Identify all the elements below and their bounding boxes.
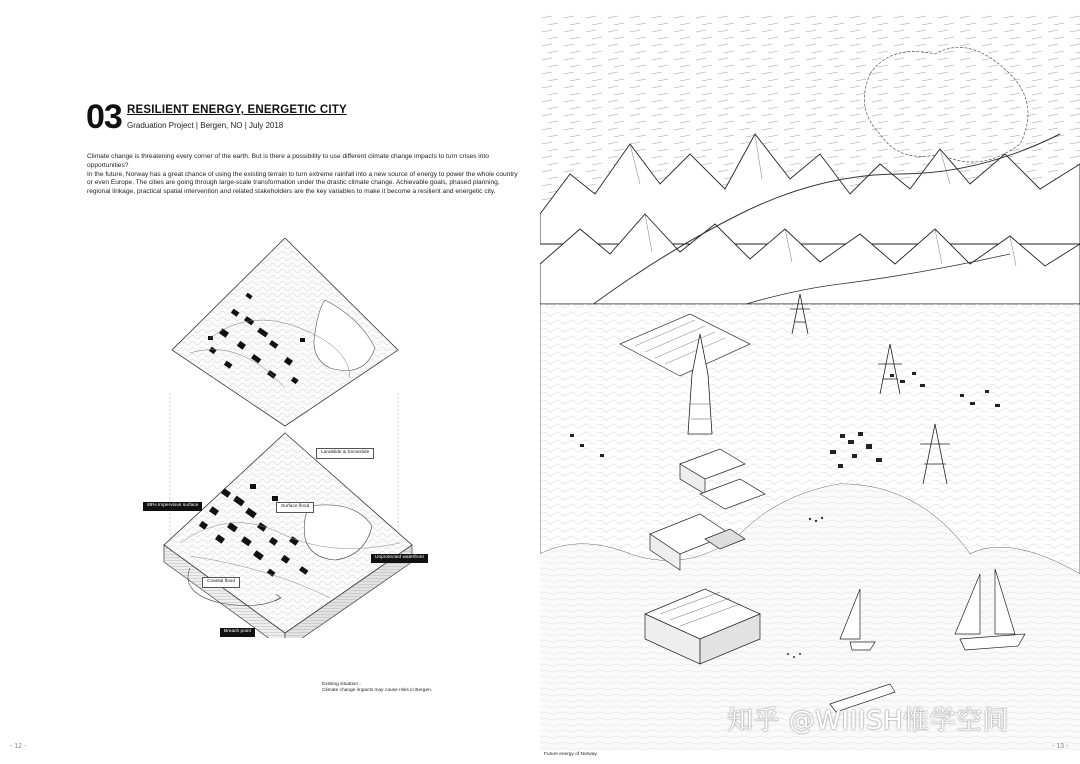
upper-map: [172, 238, 398, 426]
figure-caption-left: [322, 682, 432, 694]
future-energy-illustration: [540, 14, 1080, 750]
bergen-axonometric-diagram: [150, 238, 440, 638]
callout-breach-point: Breach point: [220, 628, 255, 637]
right-page: [540, 0, 1080, 764]
figure-caption-right: Future energy of Norway.: [544, 752, 598, 757]
lower-block: [164, 433, 412, 638]
callout-coastal-flood: Coastal flood: [202, 577, 240, 588]
caption-body: Climate change impacts may cause risks in Bergen.: [322, 688, 433, 694]
page-number-right: - 13 -: [1052, 743, 1069, 750]
callout-unprotected-waterfront: Unprotected waterfront: [371, 554, 428, 563]
project-subtitle: Graduation Project | Bergen, NO | July 2018: [127, 121, 284, 130]
intro-text: [87, 153, 519, 197]
caption-title: Existing situation :: [322, 682, 361, 687]
intro-paragraph: In the future, Norway has a great chance of using the existing terrain to turn extreme rainfall into a new source of energy to power the whole country or even Europe. The cities are going through large-scale transformation under the drastic climate change. Achievable goals, phased planning, regional linkage, practical spatial intervention and related stakeholders are the key variables to make it become a resilient and energetic city.: [87, 170, 518, 196]
watermark: 知乎 @WIIISH惟学空间: [727, 706, 1010, 736]
project-number: 03: [86, 98, 122, 136]
page-number-left: - 12 -: [10, 743, 27, 750]
callout-impervious-surface: 89% Impervious surface: [143, 502, 202, 511]
callout-landslide: Landslide & Snowslide: [316, 448, 374, 459]
callout-surface-flood: Surface flood: [276, 502, 314, 513]
intro-paragraph: Climate change is threatening every corner of the earth. But is there a possibility to use different climate change impacts to turn crises into opportunities?: [87, 153, 489, 169]
project-title: RESILIENT ENERGY, ENERGETIC CITY: [127, 104, 347, 116]
